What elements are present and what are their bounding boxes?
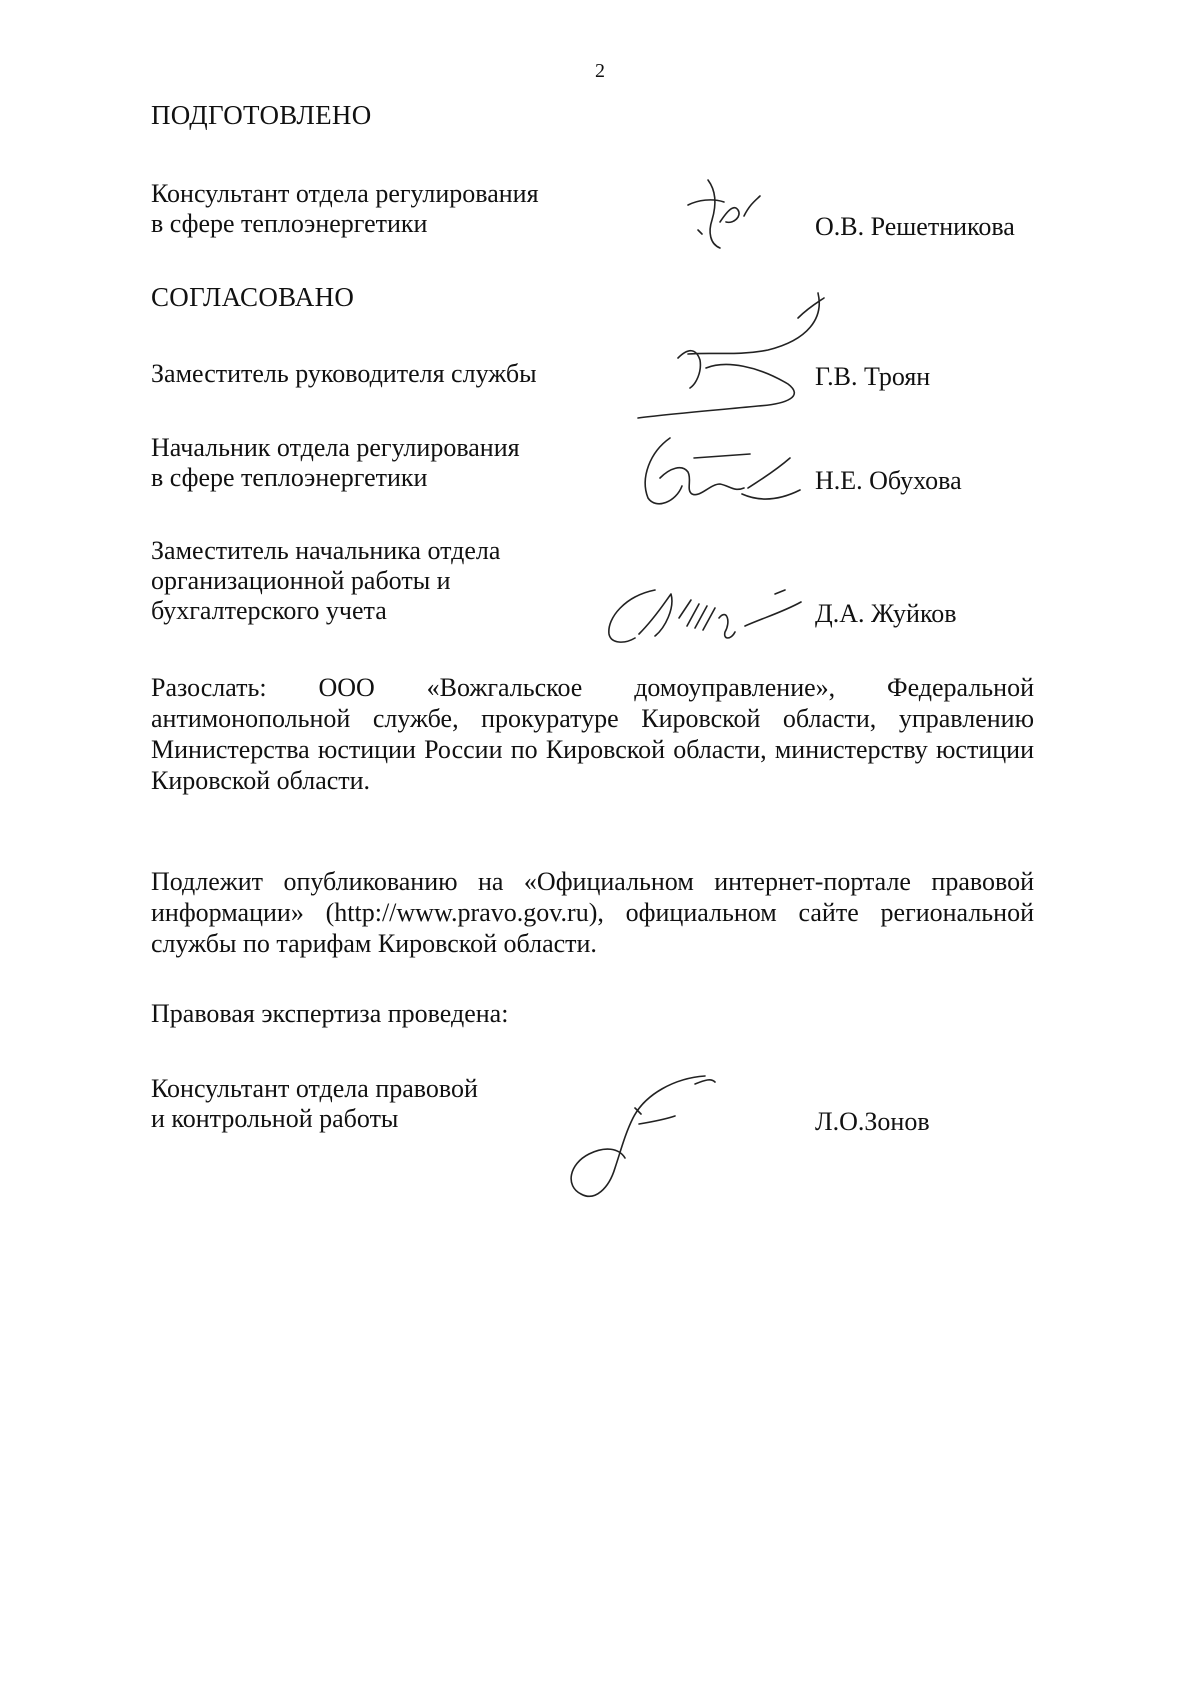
signer-1-position-line1: Заместитель руководителя службы <box>151 359 537 388</box>
signer-3-position-line3: бухгалтерского учета <box>151 596 387 625</box>
page-number: 2 <box>595 60 605 82</box>
signature-obukhova <box>630 428 810 528</box>
signer-1-name: Г.В. Троян <box>815 362 931 391</box>
legal-review-heading: Правовая экспертиза проведена: <box>151 999 509 1028</box>
signature-reshetnikova <box>668 160 778 260</box>
signer-2-position-line1: Начальник отдела регулирования <box>151 433 520 462</box>
signer-3-name: Д.А. Жуйков <box>815 599 957 628</box>
signature-zhuikov <box>595 578 815 658</box>
distribution-list: Разослать: ООО «Вожгальское домоуправление», Федеральной антимонопольной службе, прокуратуре Кировской области, управлению Министерства юстиции России по Кировской области, министерству юстиции Кировской области. <box>151 673 1034 795</box>
prepared-signer-name: О.В. Решетникова <box>815 212 1015 241</box>
prepared-position-line1: Консультант отдела регулирования <box>151 179 539 208</box>
prepared-heading: ПОДГОТОВЛЕНО <box>151 100 372 130</box>
signer-2-position-line2: в сфере теплоэнергетики <box>151 463 428 492</box>
publication-note: Подлежит опубликованию на «Официальном интернет-портале правовой информации» (http://www.pravo.gov.ru), официальном сайте региональной службы по тарифам Кировской области. <box>151 867 1034 958</box>
legal-review-position-line2: и контрольной работы <box>151 1104 399 1133</box>
signer-2-name: Н.Е. Обухова <box>815 466 962 495</box>
signer-3-position-line2: организационной работы и <box>151 566 451 595</box>
signature-zonov <box>555 1068 725 1208</box>
legal-review-position-line1: Консультант отдела правовой <box>151 1074 478 1103</box>
signer-3-position-line1: Заместитель начальника отдела <box>151 536 501 565</box>
legal-review-signer-name: Л.О.Зонов <box>815 1107 930 1136</box>
prepared-position-line2: в сфере теплоэнергетики <box>151 209 428 238</box>
signature-troyan <box>618 288 848 438</box>
agreed-heading: СОГЛАСОВАНО <box>151 282 355 312</box>
